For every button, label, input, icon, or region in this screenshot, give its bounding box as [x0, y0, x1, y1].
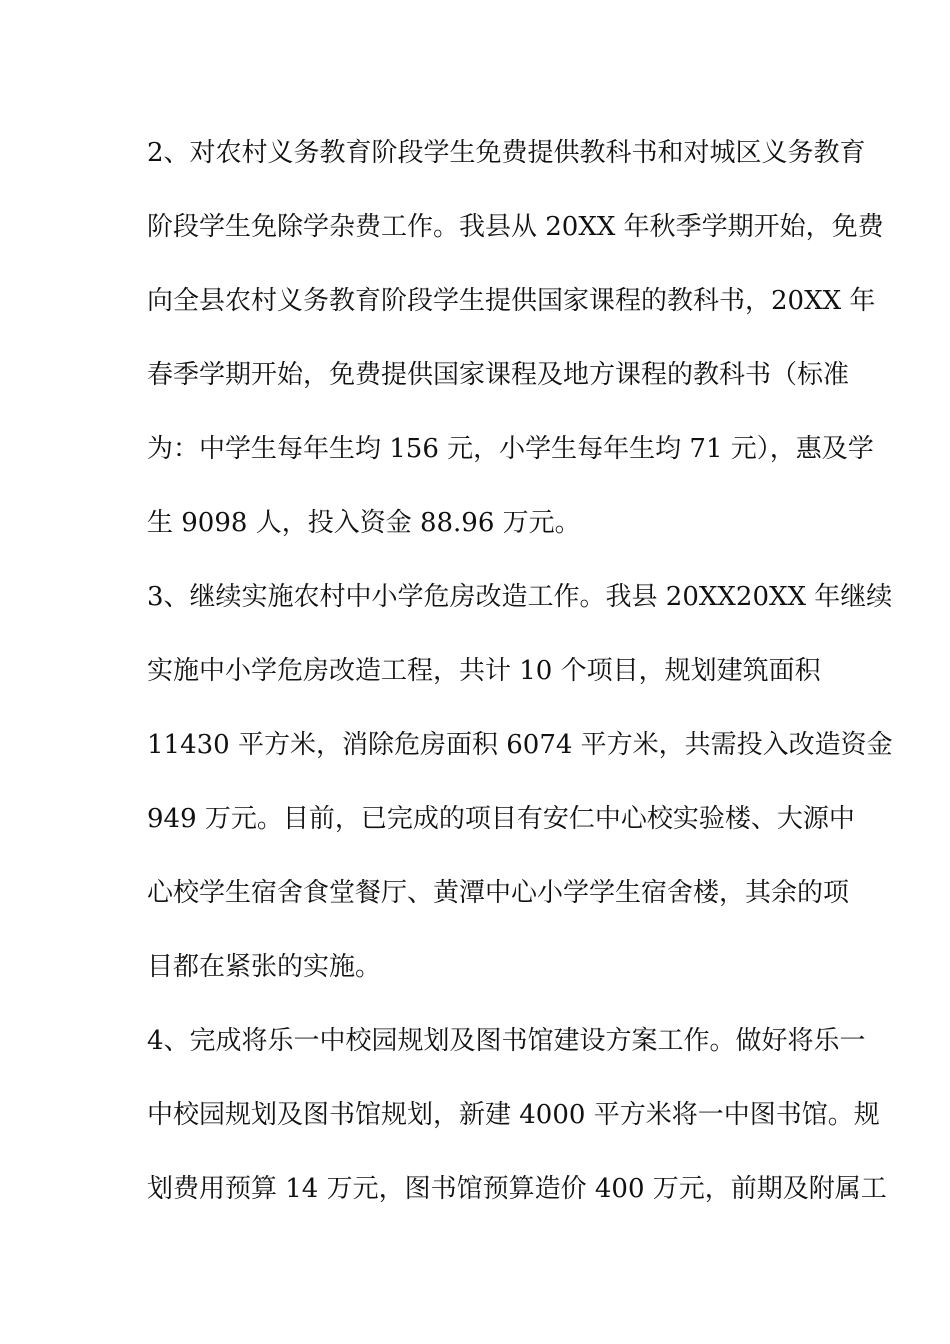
paragraph-line: 2、对农村义务教育阶段学生免费提供教科书和对城区义务教育 [147, 138, 866, 168]
paragraph-line: 向全县农村义务教育阶段学生提供国家课程的教科书，20XX 年 [147, 286, 876, 316]
paragraph-line: 3、继续实施农村中小学危房改造工作。我县 20XX20XX 年继续 [147, 582, 893, 612]
paragraph-line: 目都在紧张的实施。 [147, 952, 382, 982]
paragraph-line: 实施中小学危房改造工程，共计 10 个项目，规划建筑面积 [147, 656, 821, 686]
paragraph-line: 阶段学生免除学杂费工作。我县从 20XX 年秋季学期开始，免费 [147, 212, 884, 242]
paragraph-line: 11430 平方米，消除危房面积 6074 平方米，共需投入改造资金 [147, 730, 893, 760]
paragraph-line: 心校学生宿舍食堂餐厅、黄潭中心小学学生宿舍楼，其余的项 [147, 878, 850, 908]
paragraph-line: 4、完成将乐一中校园规划及图书馆建设方案工作。做好将乐一 [147, 1026, 866, 1056]
paragraph-line: 为：中学生每年生均 156 元，小学生每年生均 71 元），惠及学 [147, 434, 874, 464]
paragraph-line: 949 万元。目前，已完成的项目有安仁中心校实验楼、大源中 [147, 804, 855, 834]
paragraph-line: 生 9098 人，投入资金 88.96 万元。 [147, 508, 581, 538]
paragraph-line: 春季学期开始，免费提供国家课程及地方课程的教科书（标准 [147, 360, 850, 390]
paragraph-line: 划费用预算 14 万元，图书馆预算造价 400 万元，前期及附属工 [147, 1174, 887, 1204]
paragraph-line: 中校园规划及图书馆规划，新建 4000 平方米将一中图书馆。规 [147, 1100, 880, 1130]
